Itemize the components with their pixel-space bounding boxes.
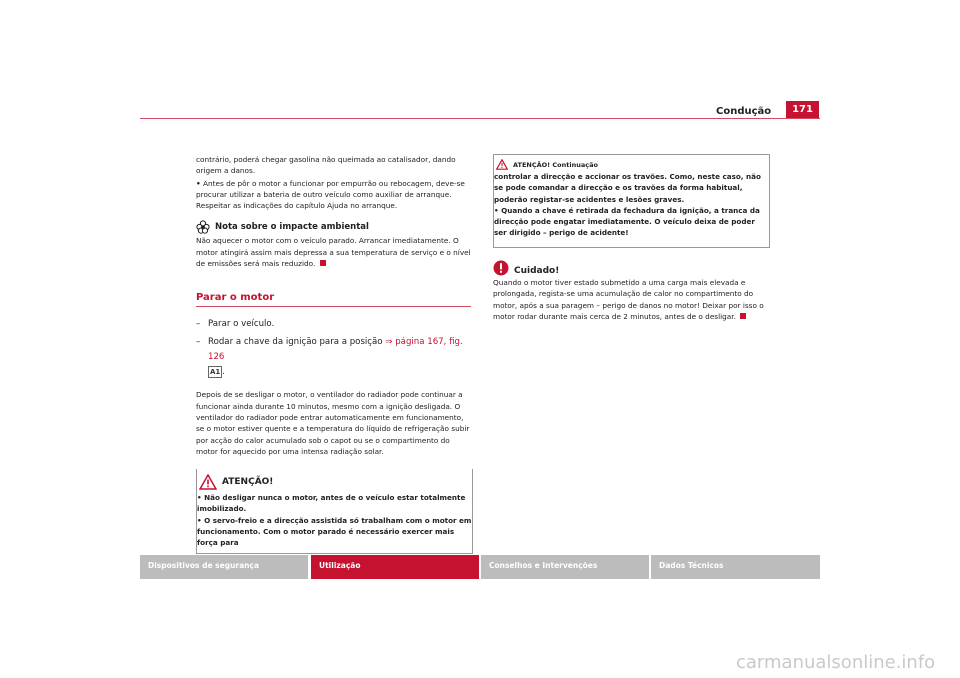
step-dash: – (196, 337, 201, 348)
right-column (493, 154, 769, 322)
section-heading: Parar o motor (196, 292, 275, 304)
section-title: Condução (716, 106, 772, 117)
warning-box (196, 469, 473, 554)
step-2 (196, 335, 471, 380)
env-note-body: Não aquecer o motor com o veículo parado. Arrancar imediatamente. O motor atingirá assim mais depressa a sua temperatura de serviço e o nível de emissões será mais reduzido. (196, 236, 471, 269)
page-link[interactable]: ⇒ página 167, fig. 126 (208, 337, 463, 363)
warning-cont-box (493, 154, 770, 248)
bullet-text: Antes de pôr o motor a funcionar por empurrão ou rebocagem, deve-se procurar utilizar a bateria de outro veículo como auxiliar de arranque. Respeitar as indicações do capítulo Ajuda no arranque. (196, 178, 465, 211)
caution-header (493, 260, 769, 276)
step-1 (196, 317, 471, 332)
warning-cont-header (494, 155, 769, 170)
caution-title: Cuidado! (514, 266, 560, 276)
warning-icon (496, 159, 508, 170)
end-marker (740, 313, 746, 319)
footer-tab-advice[interactable]: Conselhos e Intervenções (481, 555, 649, 579)
env-note-header (196, 220, 471, 234)
warning-cont-text: controlar a direcção e accionar os travões. Como, neste caso, não se pode comandar a direcção e os travões da forma habitual, poderão registar-se acidentes e lesões graves. (494, 172, 761, 204)
warning-header (197, 469, 472, 490)
footer-tab-technical[interactable]: Dados Técnicos (651, 555, 820, 579)
page-number: 171 (786, 101, 819, 118)
warning-bullet-1 (197, 492, 472, 515)
caution-body: Quando o motor tiver estado submetido a uma carga mais elevada e prolongada, regista-se uma acumulação de calor no compartimento do motor, após a sua paragem – perigo de danos no motor! Deixar por isso o motor rodar durante mais cerca de 2 minutos, antes de o desligar. (493, 278, 764, 321)
warning-title: ATENÇÃO! (222, 477, 274, 488)
bullet-dot: • (494, 205, 499, 215)
warning-bullet-2-text: O servo-freio e a direcção assistida só trabalham com o motor em funcionamento. Com o motor parado é necessário exercer mais força para (197, 515, 472, 548)
exclamation-circle-icon (493, 260, 509, 276)
footer-tab-usage[interactable]: Utilização (311, 555, 479, 579)
step-2-content: Rodar a chave da ignição para a posição ⇒ página 167, fig. 126 A1 . (208, 337, 463, 378)
bullet-dot: • (197, 515, 202, 525)
bullet-push-start (196, 178, 471, 212)
step-dash: – (196, 319, 201, 330)
env-note-text (196, 235, 471, 269)
warning-cont-bullet-text: Quando a chave é retirada da fechadura da ignição, a tranca da direcção pode engatar imediatamente. O veículo deixa de poder ser dirigido – perigo de acidente! (494, 205, 760, 238)
footer-tab-safety[interactable]: Dispositivos de segurança (140, 555, 308, 579)
fan-paragraph: Depois de se desligar o motor, o ventilador do radiador pode continuar a funcionar ainda durante 10 minutos, mesmo com a ignição desligada. O ventilador do radiador pode entrar automaticamente em funcionamento, se o motor estiver quente e a temperatura do líquido de refrigeração subir por acção do calor acumulado sob o capot ou se o compartimento do motor for aquecido por uma intensa radiação solar. (196, 390, 470, 456)
a1-badge: A1 (210, 368, 221, 377)
header-rule (140, 118, 820, 119)
step-2-text: Rodar a chave da ignição para a posição (208, 337, 383, 348)
warning-icon (199, 474, 217, 490)
end-marker (320, 260, 326, 266)
caution-text (493, 277, 769, 322)
env-note-title: Nota sobre o impacte ambiental (215, 222, 369, 233)
warning-bullet-1-text: Não desligar nunca o motor, antes de o veículo estar totalmente imobilizado. (197, 493, 466, 514)
intro-text: contrário, poderá chegar gasolina não queimada ao catalisador, dando origem a danos. (196, 155, 456, 176)
warning-cont-title: ATENÇÃO! Continuação (513, 160, 598, 169)
watermark: carmanualsonline.info (736, 652, 936, 673)
warning-bullet-2 (197, 515, 472, 549)
bullet-dot: • (196, 178, 201, 188)
left-column (196, 154, 471, 554)
warning-cont-bullet (494, 205, 769, 239)
section-rule (196, 306, 471, 307)
flower-icon (196, 220, 210, 234)
bullet-dot: • (197, 493, 202, 503)
step-1-text: Parar o veículo. (208, 319, 275, 330)
